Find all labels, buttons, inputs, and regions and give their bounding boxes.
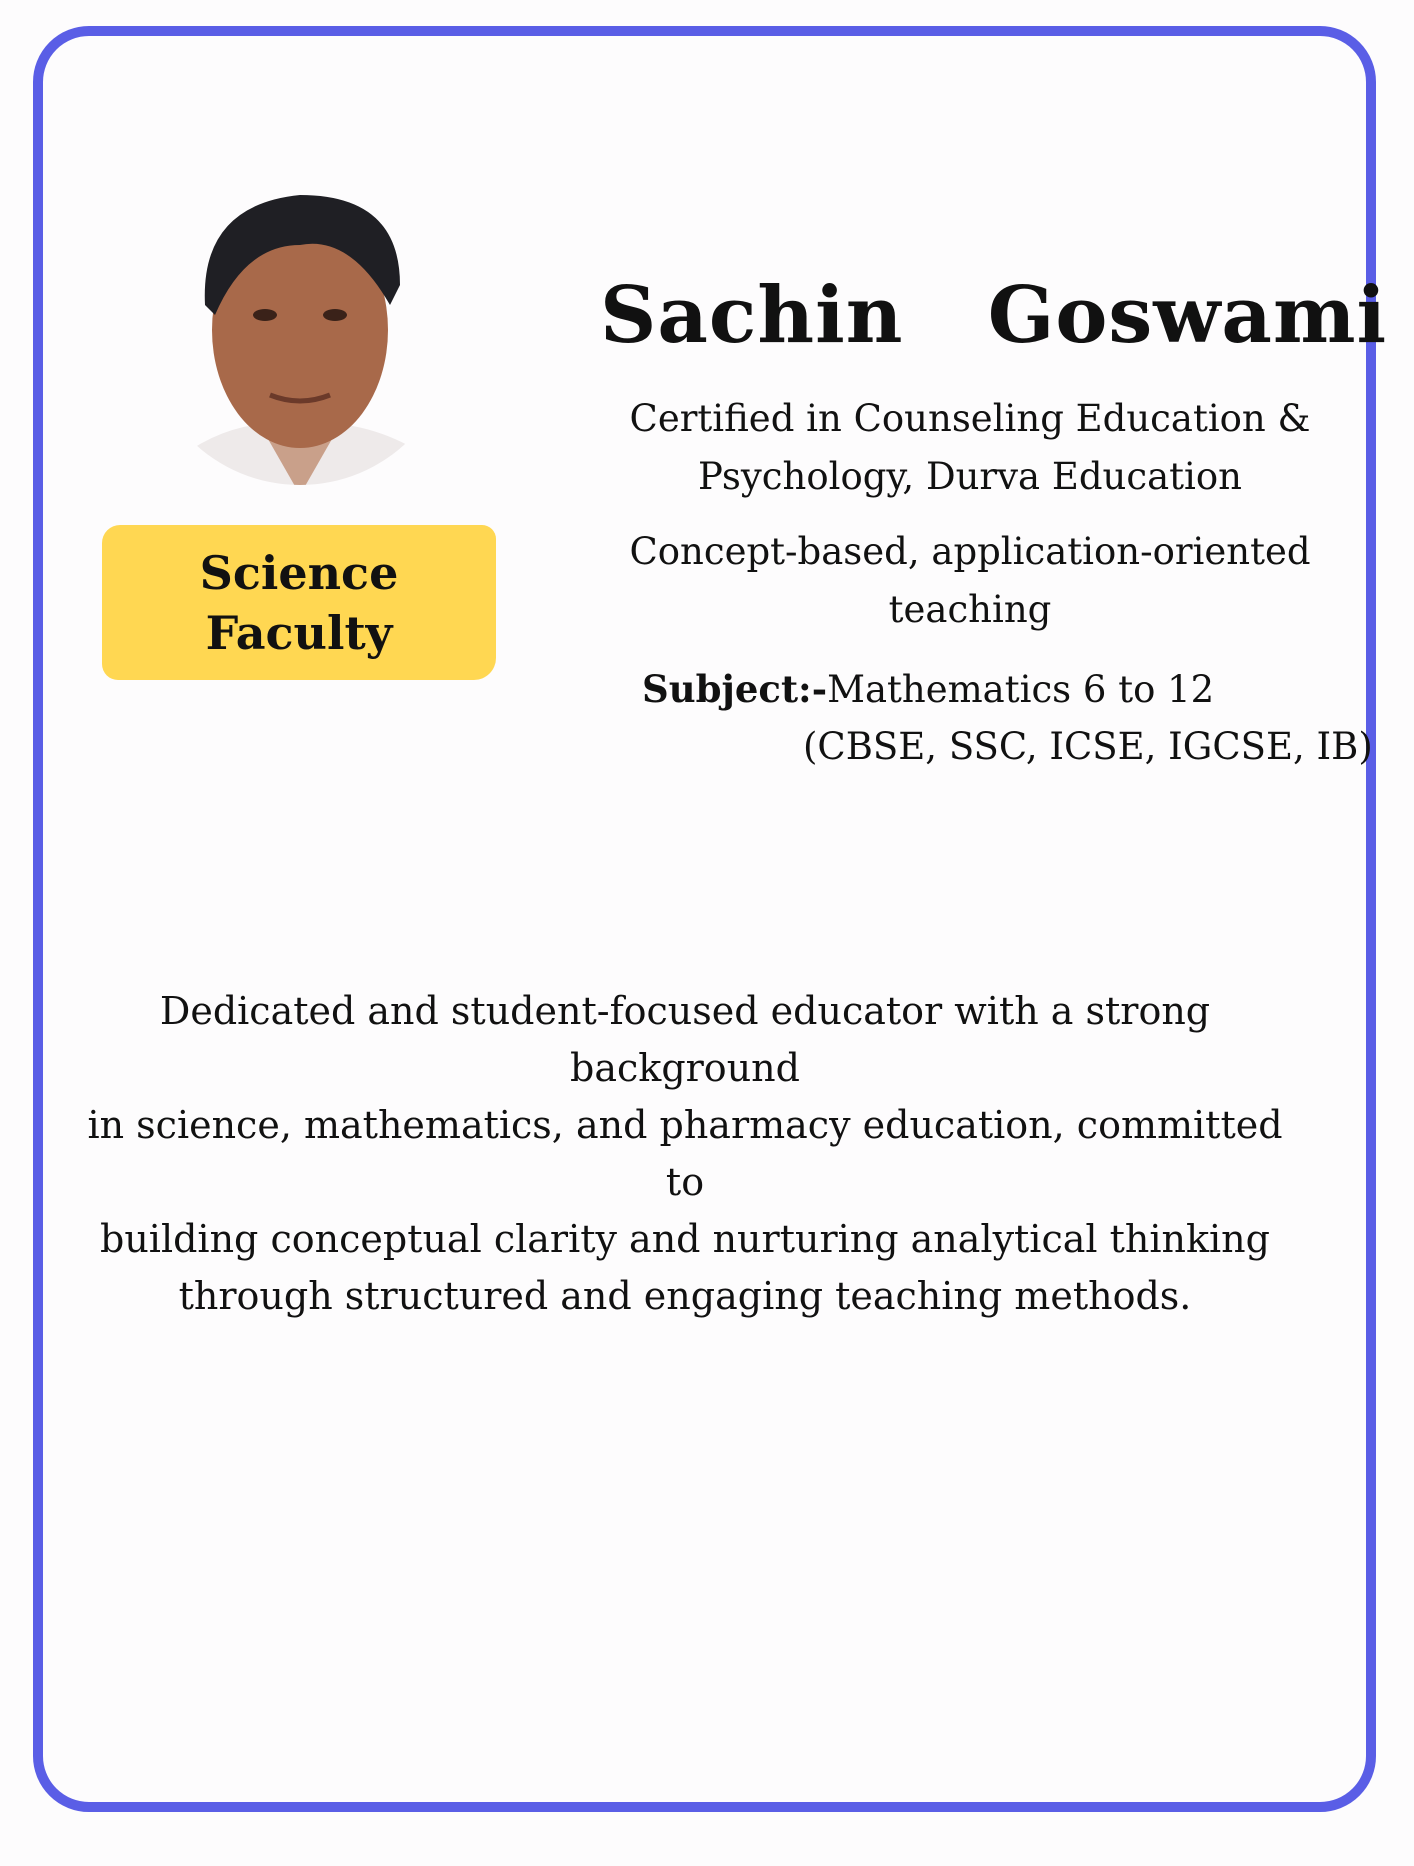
subject-label: Subject:- (642, 667, 828, 711)
bio (70, 983, 1300, 1325)
badge-line: Science (199, 545, 399, 600)
bio-line: building conceptual clarity and nurturing analytical thinking (100, 1217, 1270, 1261)
teaching-style (600, 523, 1340, 639)
subject (642, 660, 1214, 719)
badge-line: Faculty (205, 605, 393, 660)
boards: (CBSE, SSC, ICSE, IGCSE, IB) (803, 725, 1373, 768)
profile-photo (150, 165, 460, 535)
bio-line: Dedicated and student-focused educator with a strong background (159, 989, 1211, 1090)
certification-line: Psychology, Durva Education (698, 455, 1242, 498)
teaching-style-line: Concept-based, application-oriented (629, 530, 1311, 573)
subject-value: Mathematics 6 to 12 (827, 668, 1215, 711)
faculty-badge (102, 525, 496, 680)
certification (600, 390, 1340, 506)
certification-line: Certified in Counseling Education & (629, 397, 1311, 440)
bio-line: in science, mathematics, and pharmacy education, committed to (87, 1103, 1283, 1204)
teacher-name: Sachin Goswami (600, 270, 1388, 361)
bio-line: through structured and engaging teaching methods. (178, 1274, 1192, 1318)
teaching-style-line: teaching (888, 588, 1052, 631)
